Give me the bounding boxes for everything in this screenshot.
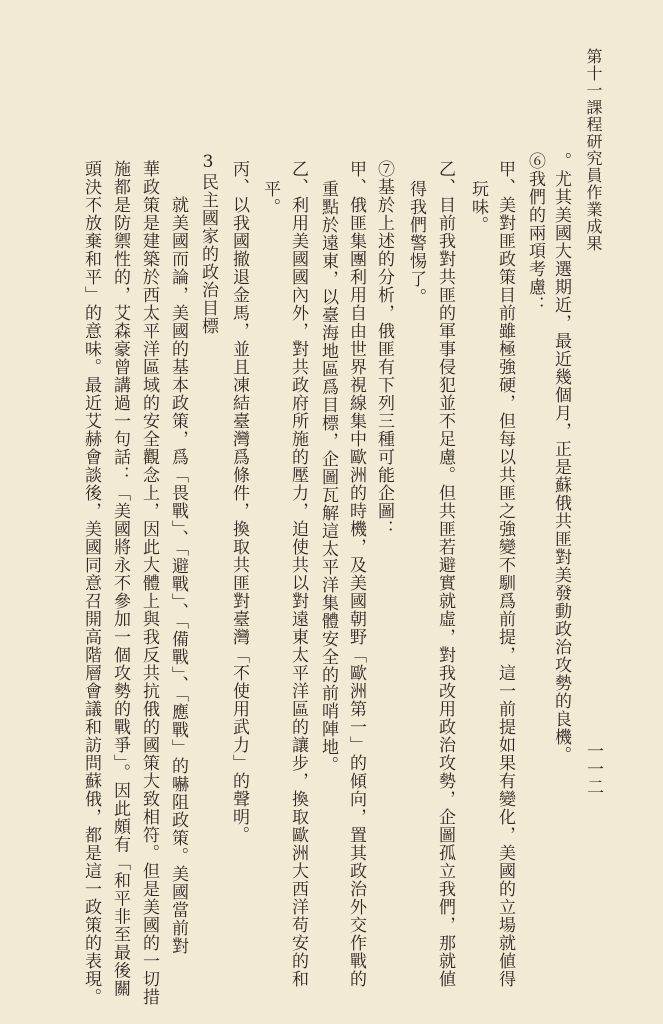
- text-column: 玩味。: [468, 180, 488, 234]
- text-column: 得我們警惕了。: [406, 180, 426, 306]
- text-column: 甲、俄匪集團利用自由世界視線集中歐洲的時機，及美國朝野「歐洲第一」的傾向，置其政治外交作戰的: [346, 160, 366, 988]
- text-column: 丙、以我國撤退金馬，並且凍結臺灣爲條件，換取共匪對臺灣「不使用武力」的聲明。: [229, 160, 249, 844]
- text-column: 甲、美對匪政策目前雖極強硬，但每以共匪之強變不馴爲前提，這一前提如果有變化，美國的立場就値得: [495, 160, 515, 988]
- text-column: 重點於遠東，以臺海地區爲目標，企圖瓦解這太平洋集體安全的前哨陣地。: [318, 180, 338, 774]
- text-column: 就美國而論，美國的基本政策，爲「畏戰」、「避戰」、「備戰」、「應戰」的嚇阻政策。美國當前對: [168, 196, 188, 955]
- text-column: ⑦基於上述的分析，俄匪有下列三種可能企圖：: [374, 160, 394, 538]
- text-column: 華政策是建築於西太平洋區域的安全觀念上，因此大體上與我反共抗俄的國策大致相符。但是美國的一切措: [139, 160, 159, 1006]
- text-column: 頭決不放棄和平」的意味。最近艾赫會談後，美國同意召開高階層會議和訪問蘇俄，都是這一政策的表現。: [81, 160, 101, 1006]
- text-column: 。尤其美國大選期近，最近幾個月，正是蘇俄共匪對美發動政治攻勢的良機。: [551, 152, 571, 764]
- text-column: 平。: [260, 180, 280, 216]
- section-heading: 3民主國家的政治目標: [198, 152, 218, 335]
- text-column: ⑥我們的兩項考慮：: [525, 152, 545, 314]
- running-header: 第十一課程研究員作業成果: [584, 48, 603, 252]
- page-number: 一一二: [583, 742, 603, 796]
- text-column: 乙、目前我對共匪的軍事侵犯並不足慮。但共匪若避實就虛，對我改用政治攻勢，企圖孤立我們，那就値: [435, 160, 455, 988]
- text-column: 施都是防禦性的，艾森豪曾講過一句話：「美國將永不參加一個攻勢的戰爭」。因此頗有「和平非至最後關: [110, 160, 130, 998]
- text-column: 乙、利用美國國內外，對共政府所施的壓力，迫使共以對遠東太平洋區的讓步，換取歐洲大西洋苟安的和: [288, 160, 308, 988]
